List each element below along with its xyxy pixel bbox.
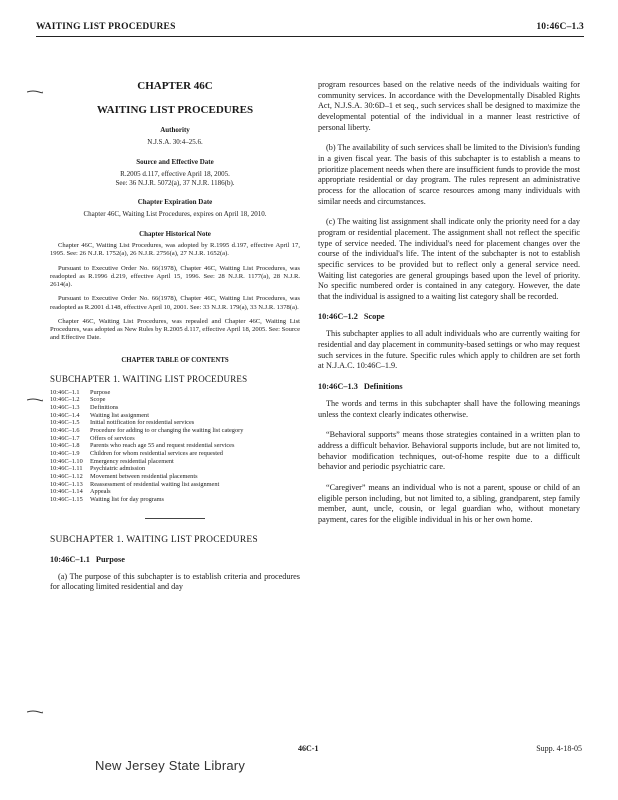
toc-entry xyxy=(50,450,300,458)
toc-entry-title: Psychiatric admission xyxy=(90,465,146,473)
source-line-2: See: 36 N.J.R. 5072(a), 37 N.J.R. 1186(b). xyxy=(115,178,235,187)
historical-note: Pursuant to Executive Order No. 66(1978), Chapter 46C, Waiting List Procedures, was readopted as R.2001 d.148, effective April 10, 2001. See: 33 N.J.R. 179(a), 33 N.J.R. 1378(a). xyxy=(50,295,300,311)
toc-entry-title: Scope xyxy=(90,396,106,404)
purpose-paragraph-b: (b) The availability of such services shall be limited to the Division's funding in a given fiscal year. The basis of this subchapter is to establish a means to prioritize placement needs when there are insufficient funds to provide the most appropriate residential or day program. The rules represent an administrative process for the allocation of scarce resources among many individuals with similar needs and circumstances. xyxy=(318,143,580,206)
library-stamp: New Jersey State Library xyxy=(95,758,246,773)
definition-behavioral-supports: “Behavioral supports” means those strategies contained in a written plan to address a difficult behavior. Behavioral supports include, but are not limited to, behavior modification techniques, out-of-home respite due to a difficult behavior and periodic psychiatric care. xyxy=(318,430,580,472)
toc-entry xyxy=(50,389,300,397)
toc-entry xyxy=(50,427,300,435)
toc-entry-title: Initial notification for residential services xyxy=(90,419,195,427)
toc-entry-title: Reassessment of residential waiting list assignment xyxy=(90,480,220,488)
toc-subchapter-heading: SUBCHAPTER 1. WAITING LIST PROCEDURES xyxy=(50,373,248,384)
section-number: 10:46C–1.3 xyxy=(318,382,358,392)
toc-entry-number: 10:46C–1.11 xyxy=(50,465,83,473)
toc-entry-title: Movement between residential placements xyxy=(90,472,198,480)
chapter-name: WAITING LIST PROCEDURES xyxy=(96,104,254,116)
toc-entry xyxy=(50,396,300,404)
toc-entry-number: 10:46C–1.2 xyxy=(50,396,80,404)
section-number: 10:46C–1.2 xyxy=(318,312,358,322)
section-number: 10:46C–1.1 xyxy=(50,554,90,564)
toc-entry xyxy=(50,458,300,466)
purpose-paragraph-a: (a) The purpose of this subchapter is to establish criteria and procedures for allocating limited residential and day xyxy=(50,571,300,592)
subchapter-heading: SUBCHAPTER 1. WAITING LIST PROCEDURES xyxy=(50,534,258,545)
toc-entry xyxy=(50,404,300,412)
toc-entry xyxy=(50,435,300,443)
toc-entry-title: Offers of services xyxy=(90,434,135,442)
toc-entry-number: 10:46C–1.3 xyxy=(50,403,80,411)
header-title: WAITING LIST PROCEDURES xyxy=(36,22,176,32)
toc-entry xyxy=(50,496,300,504)
historical-note: Pursuant to Executive Order No. 66(1978), Chapter 46C, Waiting List Procedures, was readopted as R.1996 d.219, effective April 15, 1996. See: 28 N.J.R. 1177(a), 28 N.J.R. 2614(a). xyxy=(50,264,300,289)
toc-entry-number: 10:46C–1.8 xyxy=(50,442,80,450)
purpose-paragraph-a-continued: program resources based on the relative needs of the individuals waiting for community services. In accordance with the Developmentally Disabled Rights Act, N.J.S.A. 30:6D–1 et seq., such services shall be designed to maximize the developmental potential of the individual in a manner least restrictive of personal liberty. xyxy=(318,80,580,132)
toc-entry-title: Emergency residential placement xyxy=(90,457,174,465)
margin-mark-icon xyxy=(27,710,43,714)
toc-entry-number: 10:46C–1.12 xyxy=(50,472,83,480)
toc-entry-number: 10:46C–1.6 xyxy=(50,426,80,434)
toc-entry-number: 10:46C–1.9 xyxy=(50,449,80,457)
section-heading-definitions xyxy=(318,382,580,391)
section-heading-scope xyxy=(318,312,580,321)
toc-entry-title: Children for whom residential services are requested xyxy=(90,449,223,457)
toc-entry-number: 10:46C–1.7 xyxy=(50,434,80,442)
margin-mark-icon xyxy=(27,398,43,402)
definitions-intro: The words and terms in this subchapter shall have the following meanings unless the context clearly indicates otherwise. xyxy=(318,399,580,419)
expiration-heading: Chapter Expiration Date xyxy=(137,197,213,206)
authority-heading: Authority xyxy=(160,126,190,134)
toc-entry-title: Waiting list for day programs xyxy=(90,496,164,503)
toc-entry xyxy=(50,419,300,427)
definition-caregiver: “Caregiver” means an individual who is not a parent, spouse or child of an eligible person including, but not limited to, a sibling, grandparent, step family member, aunt, uncle, cousin, or legal guardian who, without monetary payment, cares for the eligible individual in his or her own home. xyxy=(318,483,580,524)
section-heading-purpose xyxy=(50,555,300,564)
supplement-date: Supp. 4-18-05 xyxy=(536,744,582,753)
source-line-1: R.2005 d.117, effective April 18, 2005. xyxy=(120,170,230,178)
toc-entry-number: 10:46C–1.14 xyxy=(50,488,83,496)
toc-entry xyxy=(50,442,300,450)
source-heading: Source and Effective Date xyxy=(136,158,214,166)
section-title: Purpose xyxy=(95,554,125,564)
right-column xyxy=(318,80,580,536)
authority-text: N.J.S.A. 30:4–25.6. xyxy=(147,138,203,146)
header-rule xyxy=(36,36,584,37)
toc-list xyxy=(50,389,300,504)
purpose-paragraph-c: (c) The waiting list assignment shall indicate only the priority need for a day program or residential placement. The assignment shall not reflect the specific type of service needed. The individual's need for placement changes over the course of the individual's life. The intent of the subchapter is not to establish specific services to be provided but to reflect only a general service need. Waiting list categories are general groupings based upon the level of priority. No specific numbered order is contained in any category. However, the date that the individual is assigned to a waiting list category shall be recorded. xyxy=(318,217,580,301)
toc-entry-title: Definitions xyxy=(90,403,119,411)
toc-entry-number: 10:46C–1.1 xyxy=(50,388,80,396)
expiration-text: Chapter 46C, Waiting List Procedures, expires on April 18, 2010. xyxy=(83,209,267,218)
toc-entry xyxy=(50,412,300,420)
toc-entry-title: Procedure for adding to or changing the waiting list category xyxy=(90,426,244,434)
toc-entry-title: Purpose xyxy=(90,388,111,396)
toc-entry xyxy=(50,465,300,473)
margin-mark-icon xyxy=(27,90,43,94)
toc-entry-number: 10:46C–1.5 xyxy=(50,419,80,427)
chapter-title: CHAPTER 46C xyxy=(137,80,213,92)
toc-entry-number: 10:46C–1.10 xyxy=(50,457,83,465)
toc-entry-title: Waiting list assignment xyxy=(90,411,149,419)
historical-note-heading: Chapter Historical Note xyxy=(139,230,211,239)
toc-entry xyxy=(50,473,300,481)
section-divider xyxy=(145,518,205,519)
historical-note: Chapter 46C, Waiting List Procedures, was repealed and Chapter 46C, Waiting List Procedures, was adopted as New Rules by R.2005 d.117, effective April 18, 2005. See: Source and Effective Date. xyxy=(50,317,300,342)
toc-entry-number: 10:46C–1.4 xyxy=(50,411,80,419)
section-title: Scope xyxy=(363,312,385,322)
header-section-number: 10:46C–1.3 xyxy=(536,22,584,32)
section-title: Definitions xyxy=(363,382,403,392)
page-number: 46C-1 xyxy=(298,744,319,753)
toc-entry-number: 10:46C–1.13 xyxy=(50,480,83,488)
toc-entry-title: Appeals xyxy=(90,488,111,496)
scope-paragraph: This subchapter applies to all adult individuals who are currently waiting for residential and day placement in community-based settings or who may request such services in the future. Specific rules which apply to children are set forth at N.J.A.C. 10:46C–1.9. xyxy=(318,329,580,371)
historical-note: Chapter 46C, Waiting List Procedures, was adopted by R.1995 d.197, effective April 17, 1995. See: 26 N.J.R. 1752(a), 26 N.J.R. 2756(a), 27 N.J.R. 1652(a). xyxy=(50,242,300,258)
toc-entry-title: Parents who reach age 55 and request residential services xyxy=(90,442,235,450)
left-column xyxy=(50,72,300,603)
toc-heading: CHAPTER TABLE OF CONTENTS xyxy=(121,356,229,364)
toc-entry-number: 10:46C–1.15 xyxy=(50,496,83,503)
toc-entry xyxy=(50,488,300,496)
toc-entry xyxy=(50,481,300,489)
